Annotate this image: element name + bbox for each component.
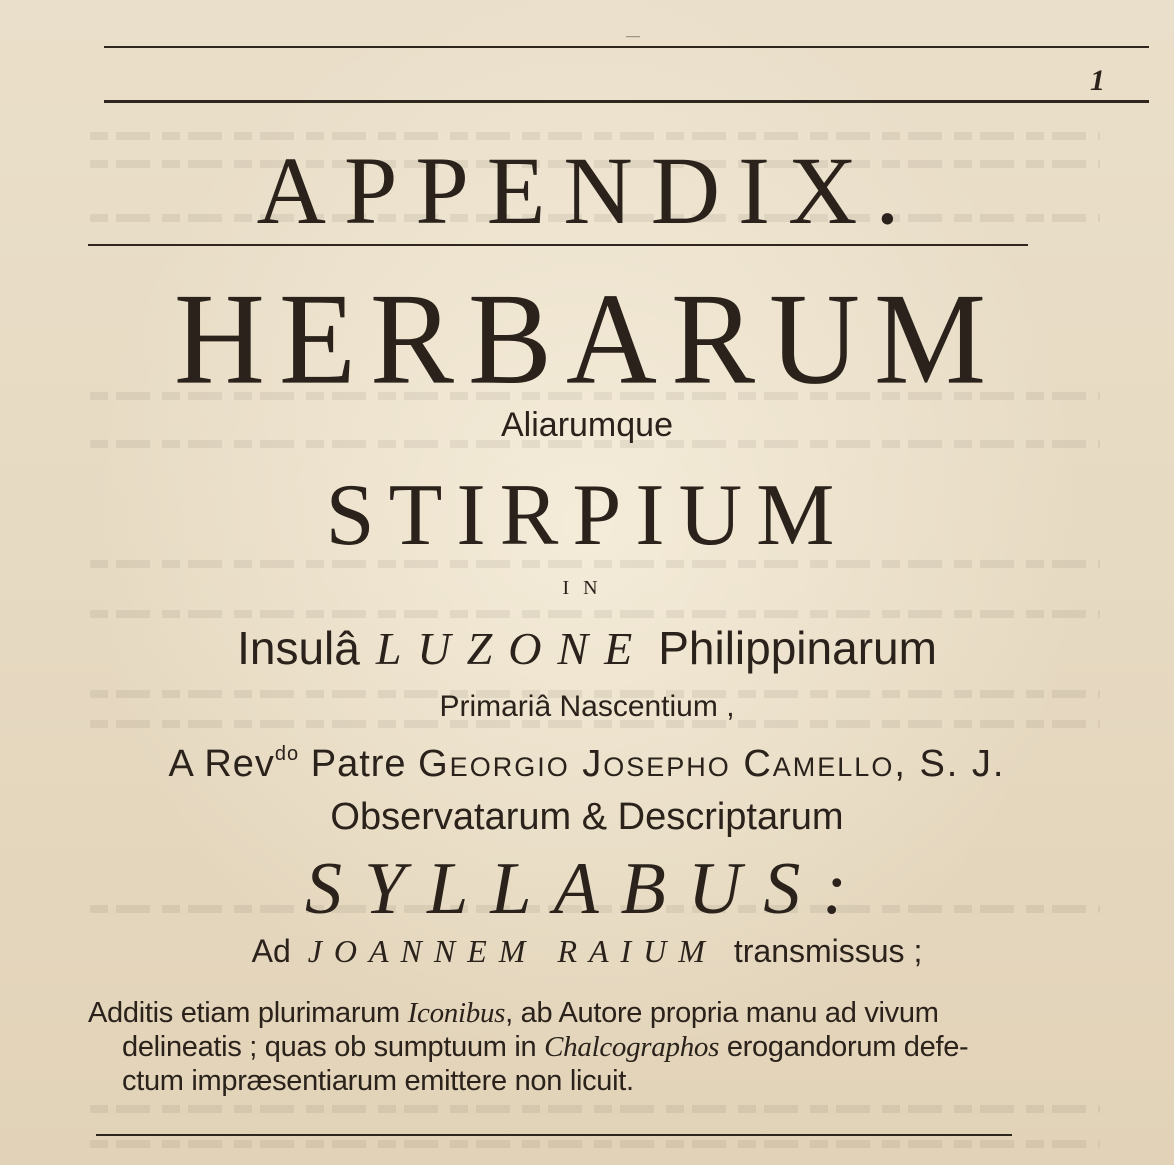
title-herbarum: HERBARUM (173, 267, 1001, 412)
paragraph-italic: Chalcographos (544, 1031, 720, 1063)
dedication-line (0, 935, 1174, 967)
luzone-word: LUZONE (375, 623, 649, 674)
author-line (0, 744, 1174, 783)
author-rev: A Rev (168, 743, 275, 785)
paragraph-line-1 (88, 996, 1028, 1030)
ad-word: Ad (251, 933, 291, 969)
title-rule (88, 244, 1028, 246)
raium-name: JOANNEM RAIUM (307, 933, 717, 969)
subtitle-insula-luzone (0, 622, 1174, 674)
page-number: 1 (1090, 64, 1105, 97)
bleed-through-line (90, 1105, 1100, 1113)
author-name: Georgio Josepho Camello, S. J. (418, 743, 1006, 785)
top-rule (104, 46, 1149, 48)
note-paragraph (88, 996, 1028, 1098)
bleed-through-line (90, 610, 1100, 618)
paragraph-italic: Iconibus (407, 997, 506, 1029)
philippinarum-word: Philippinarum (658, 622, 937, 674)
paragraph-line-3: ctum impræsentiarum emittere non licuit. (122, 1065, 634, 1097)
transmissus-word: transmissus ; (733, 933, 923, 969)
title-stirpium: STIRPIUM (325, 467, 849, 564)
subtitle-aliarumque: Aliarumque (501, 406, 673, 444)
paragraph-line-2 (88, 1030, 1028, 1064)
insula-word: Insulâ (237, 622, 360, 674)
title-appendix: APPENDIX. (256, 137, 918, 244)
bleed-through-line (90, 1140, 1100, 1148)
subtitle-in: IN (562, 577, 612, 599)
subtitle-primaria: Primariâ Nascentium , (439, 690, 735, 723)
subtitle-observatarum: Observatarum & Descriptarum (330, 796, 844, 838)
author-patre: Patre (299, 743, 419, 785)
title-syllabus: SYLLABUS: (305, 848, 869, 930)
paragraph-text: , ab Autore propria manu ad vivum (505, 997, 939, 1029)
paragraph-text: Additis etiam plurimarum (88, 997, 408, 1029)
top-ornament: — (626, 29, 640, 44)
paragraph-text: delineatis ; quas ob sumptuum in (122, 1031, 545, 1063)
bottom-rule (96, 1134, 1012, 1136)
author-rev-superscript: do (274, 743, 300, 765)
paragraph-text: erogandorum defe- (719, 1031, 969, 1063)
header-rule (104, 100, 1149, 103)
